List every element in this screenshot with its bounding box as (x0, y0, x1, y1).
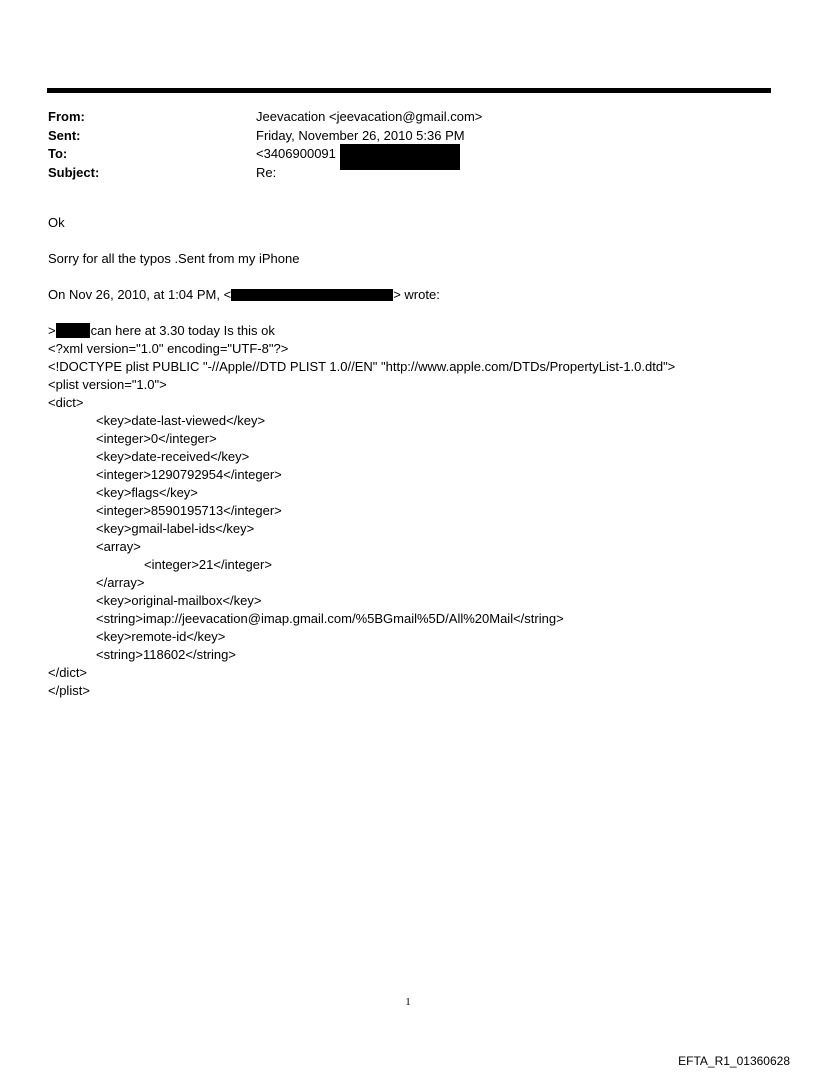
attribution-prefix: On Nov 26, 2010, at 1:04 PM, < (48, 287, 232, 302)
xml-line: <key>remote-id</key> (96, 629, 226, 644)
xml-line: <key>original-mailbox</key> (96, 593, 262, 608)
redaction-block-sender (231, 289, 393, 301)
quote-text: can here at 3.30 today Is this ok (90, 323, 275, 338)
xml-line: <integer>8590195713</integer> (96, 503, 282, 518)
xml-line: <key>date-last-viewed</key> (96, 413, 266, 428)
quote-marker: > (48, 323, 56, 338)
xml-line: <dict> (48, 395, 84, 410)
to-label: To: (48, 146, 68, 161)
from-label: From: (48, 109, 85, 124)
subject-label: Subject: (48, 164, 100, 180)
redaction-block-to (340, 144, 460, 170)
xml-line: <key>flags</key> (96, 485, 198, 500)
xml-line: </array> (96, 575, 145, 590)
body-line-sorry: Sorry for all the typos .Sent from my iPhone (48, 251, 300, 266)
page-number: 1 (405, 996, 411, 1008)
sent-label: Sent: (48, 127, 81, 143)
email-body (48, 214, 788, 700)
attribution-suffix: > wrote: (393, 287, 440, 302)
xml-line: <!DOCTYPE plist PUBLIC "-//Apple//DTD PLIST 1.0//EN" "http://www.apple.com/DTDs/PropertyList-1.0.dtd"> (48, 359, 676, 374)
xml-line: </plist> (48, 683, 90, 698)
body-line-ok: Ok (48, 215, 65, 230)
sent-value: Friday, November 26, 2010 5:36 PM (256, 127, 465, 143)
to-value: <3406900091 (256, 146, 336, 161)
quoted-attribution (48, 286, 788, 304)
xml-line: <?xml version="1.0" encoding="UTF-8"?> (48, 341, 289, 356)
xml-line: <string>imap://jeevacation@imap.gmail.com/%5BGmail%5D/All%20Mail</string> (96, 611, 564, 626)
xml-line: <string>118602</string> (96, 647, 236, 662)
xml-line: <array> (96, 539, 141, 554)
xml-line: <key>gmail-label-ids</key> (96, 521, 255, 536)
from-value: Jeevacation <jeevacation@gmail.com> (256, 109, 483, 124)
header-rule (47, 88, 771, 93)
xml-line: </dict> (48, 665, 88, 680)
from-row (48, 108, 748, 127)
email-header (48, 108, 748, 182)
redaction-block-name (56, 323, 90, 338)
xml-line: <integer>0</integer> (96, 431, 217, 446)
document-id: EFTA_R1_01360628 (678, 1054, 790, 1068)
subject-value: Re: (256, 164, 277, 180)
xml-line: <integer>1290792954</integer> (96, 467, 282, 482)
quoted-message (48, 322, 788, 340)
xml-line: <key>date-received</key> (96, 449, 250, 464)
xml-line: <plist version="1.0"> (48, 377, 167, 392)
xml-line: <integer>21</integer> (144, 557, 272, 572)
sent-row (48, 127, 748, 146)
